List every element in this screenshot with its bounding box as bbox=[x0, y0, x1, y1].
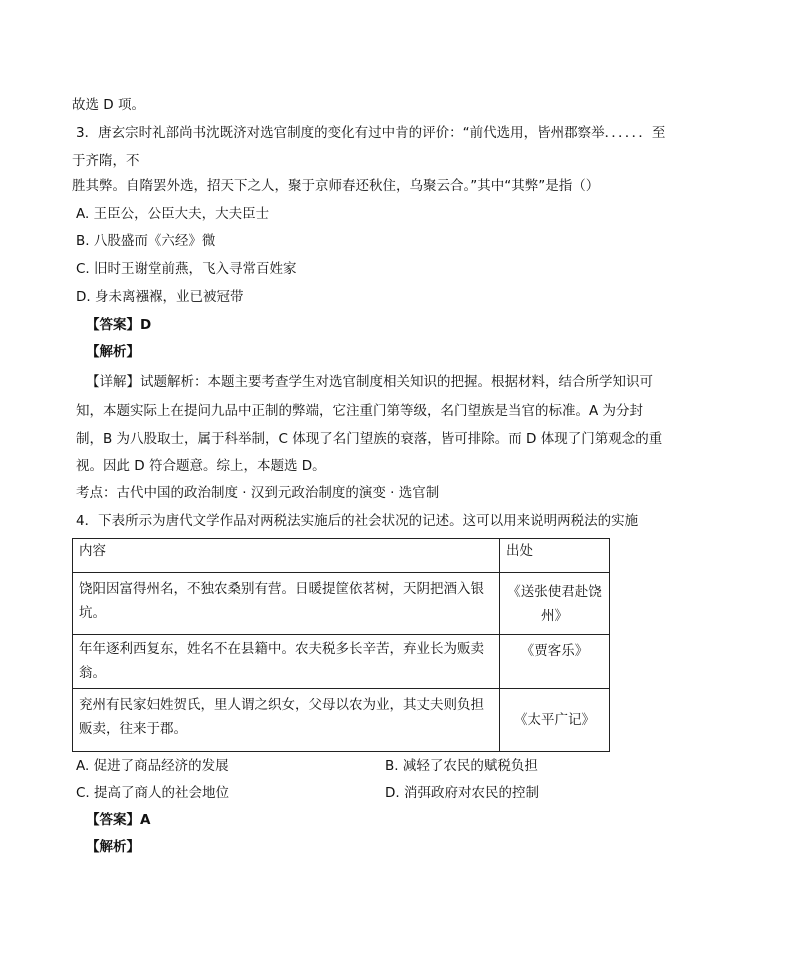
question-3-option-d: D. 身未离襁褓，业已被冠带 bbox=[76, 289, 244, 305]
question-4-stem: 4．下表所示为唐代文学作品对两税法实施后的社会状况的记述。这可以用来说明两税法的实施 bbox=[76, 513, 639, 529]
question-3-stem-line-3: 胜其弊。自隋罢外选，招天下之人，聚于京师春还秋住，乌聚云合。”其中“其弊”是指（） bbox=[72, 178, 600, 194]
table-cell-source: 《送张使君赴饶州》 bbox=[500, 573, 610, 635]
question-4-option-d: D. 消弭政府对农民的控制 bbox=[385, 785, 539, 801]
question-4-answer: 【答案】A bbox=[86, 812, 151, 828]
table-row bbox=[73, 573, 610, 635]
question-3-detail-line-4: 视。因此 D 符合题意。综上，本题选 D。 bbox=[76, 458, 326, 474]
question-4-table bbox=[72, 538, 610, 752]
table-header-row bbox=[73, 539, 610, 573]
question-4-option-c: C. 提高了商人的社会地位 bbox=[76, 785, 230, 801]
table-cell-content: 饶阳因富得州名，不独农桑别有营。日暖提筐依茗树，天阴把酒入银坑。 bbox=[73, 573, 500, 635]
question-3-stem-line-2: 于齐隋，不 bbox=[72, 153, 140, 169]
question-3-kaodian: 考点：古代中国的政治制度 · 汉到元政治制度的演变 · 选官制 bbox=[76, 485, 440, 501]
prev-answer-line: 故选 D 项。 bbox=[72, 97, 145, 113]
question-4-analysis-label: 【解析】 bbox=[86, 839, 140, 855]
table-cell-content: 兖州有民家妇姓贺氏，里人谓之织女，父母以农为业，其丈夫则负担贩卖，往来于郡。 bbox=[73, 689, 500, 752]
table-cell-source: 《太平广记》 bbox=[500, 689, 610, 752]
question-4-option-b: B. 减轻了农民的赋税负担 bbox=[385, 758, 538, 774]
question-3-detail-line-2: 知，本题实际上在提问九品中正制的弊端，它注重门第等级，名门望族是当官的标准。A 为分封 bbox=[76, 403, 644, 419]
table-header-source: 出处 bbox=[500, 539, 610, 573]
question-3-option-b: B. 八股盛而《六经》微 bbox=[76, 233, 216, 249]
table-cell-content: 年年逐利西复东，姓名不在县籍中。农夫税多长辛苦，弃业长为贩卖翁。 bbox=[73, 635, 500, 689]
question-3-detail-line-1: 【详解】试题解析：本题主要考查学生对选官制度相关知识的把握。根据材料，结合所学知识可 bbox=[86, 374, 653, 390]
question-3-stem-line-1: 3．唐玄宗时礼部尚书沈既济对选官制度的变化有过中肯的评价：“前代选用，皆州郡察举．．．．．．至 bbox=[76, 125, 666, 141]
table-row bbox=[73, 689, 610, 752]
question-3-answer: 【答案】D bbox=[86, 317, 152, 333]
question-3-detail-line-3: 制，B 为八股取士，属于科举制，C 体现了名门望族的衰落，皆可排除。而 D 体现了门第观念的重 bbox=[76, 431, 663, 447]
question-3-option-c: C. 旧时王谢堂前燕，飞入寻常百姓家 bbox=[76, 261, 297, 277]
table-row bbox=[73, 635, 610, 689]
table-cell-source: 《贾客乐》 bbox=[500, 635, 610, 689]
question-4-option-a: A. 促进了商品经济的发展 bbox=[76, 758, 229, 774]
question-3-option-a: A. 王臣公，公臣大夫，大夫臣士 bbox=[76, 206, 270, 222]
question-3-analysis-label: 【解析】 bbox=[86, 344, 140, 360]
table-header-content: 内容 bbox=[73, 539, 500, 573]
